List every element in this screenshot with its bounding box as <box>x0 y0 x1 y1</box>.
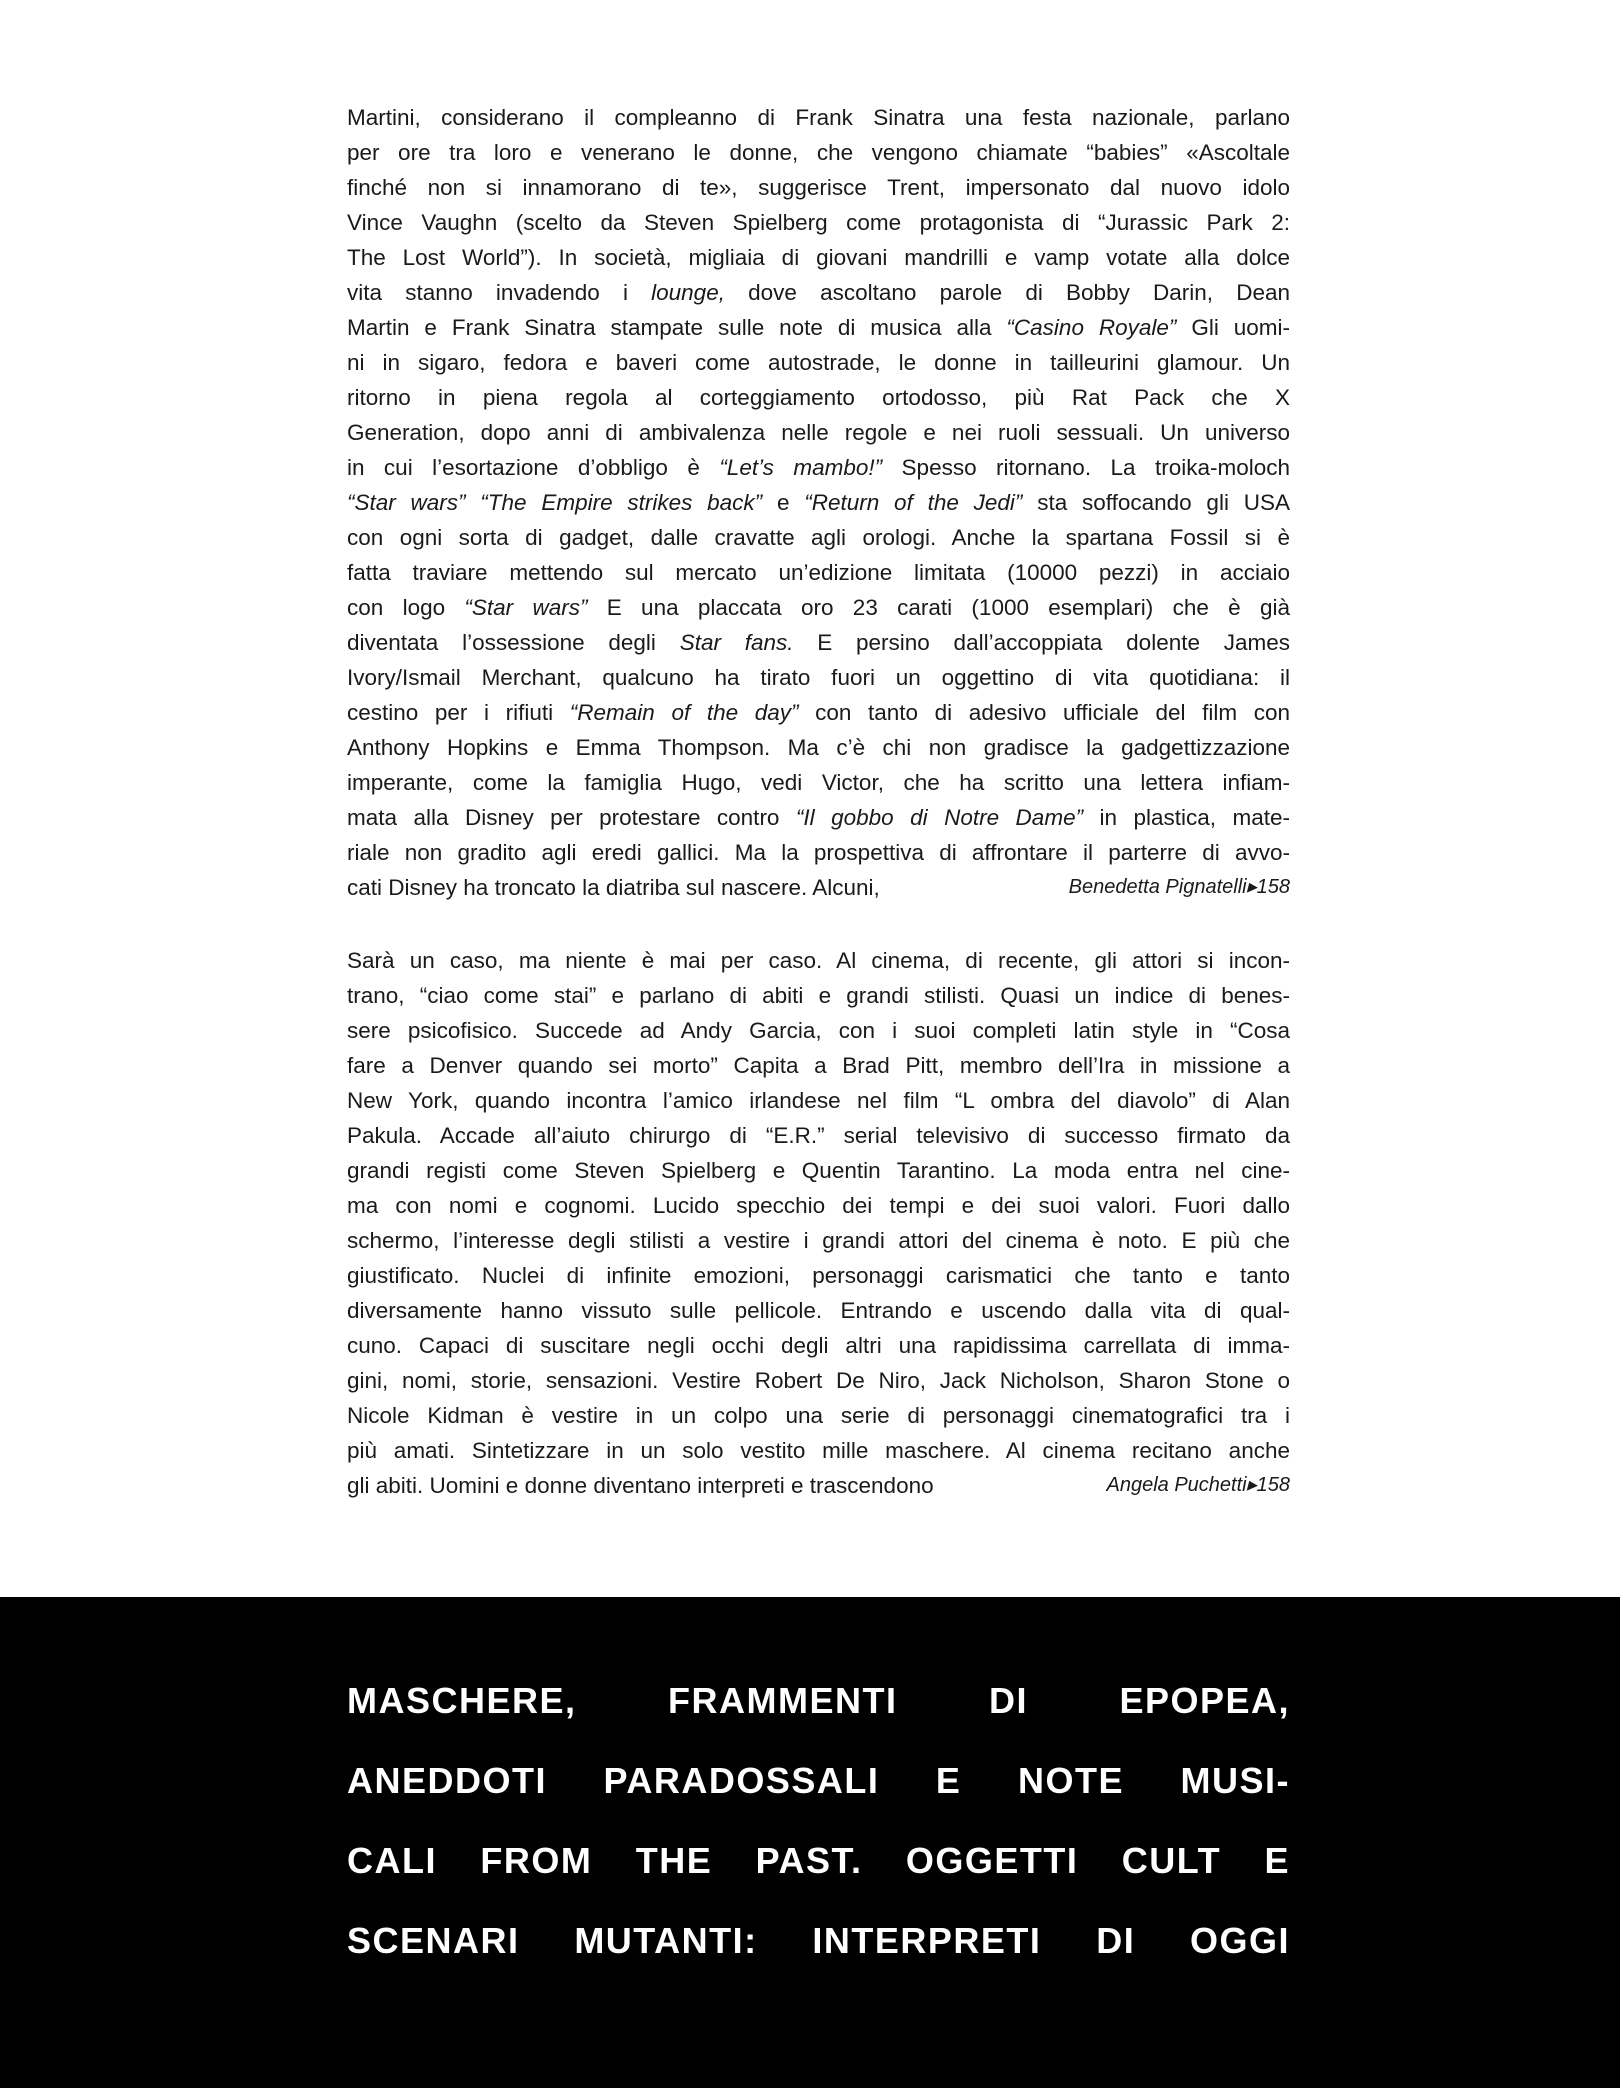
text-segment: per ore tra loro e venerano le donne, che vengono chiamate “babies” «Ascoltale <box>347 140 1290 165</box>
text-segment: dove ascoltano parole di Bobby Darin, Dean <box>724 280 1290 305</box>
text-segment: Spesso ritornano. La troika-moloch <box>882 455 1290 480</box>
text-segment: cuno. Capaci di suscitare negli occhi degli altri una rapidissima carrellata di imma- <box>347 1333 1290 1358</box>
text-line <box>347 978 1290 1013</box>
text-segment: New York, quando incontra l’amico irlandese nel film “L ombra del diavolo” di Alan <box>347 1088 1290 1113</box>
text-segment: Martini, considerano il compleanno di Frank Sinatra una festa nazionale, parlano <box>347 105 1290 130</box>
text-segment: trano, “ciao come stai” e parlano di abiti e grandi stilisti. Quasi un indice di benes- <box>347 983 1290 1008</box>
text-line <box>347 170 1290 205</box>
text-line <box>347 1223 1290 1258</box>
text-segment: vita stanno invadendo i <box>347 280 652 305</box>
text-line <box>347 135 1290 170</box>
text-segment: E una placcata oro 23 carati (1000 esemplari) che è già <box>587 595 1290 620</box>
text-line <box>347 520 1290 555</box>
text-segment: grandi registi come Steven Spielberg e Quentin Tarantino. La moda entra nel cine- <box>347 1158 1290 1183</box>
italic-title: “Remain of the day” <box>569 700 799 725</box>
text-line <box>347 1398 1290 1433</box>
text-line <box>347 1293 1290 1328</box>
text-segment: E persino dall’accoppiata dolente James <box>793 630 1291 655</box>
text-segment: cati Disney ha troncato la diatriba sul nascere. Alcuni, <box>347 875 880 900</box>
text-segment: con logo <box>347 595 465 620</box>
headline-line: CALI FROM THE PAST. OGGETTI CULT E <box>347 1840 1290 1881</box>
text-segment: The Lost World”). In società, migliaia di giovani mandrilli e vamp votate alla dolce <box>347 245 1290 270</box>
text-line <box>347 380 1290 415</box>
text-segment: in plastica, mate- <box>1083 805 1291 830</box>
text-segment: Sarà un caso, ma niente è mai per caso. Al cinema, di recente, gli attori si incon- <box>347 948 1290 973</box>
text-segment: diversamente hanno vissuto sulle pellicole. Entrando e uscendo dalla vita di qual- <box>347 1298 1290 1323</box>
text-segment: con ogni sorta di gadget, dalle cravatte agli orologi. Anche la spartana Fossil si è <box>347 525 1290 550</box>
article-paragraph-1 <box>347 100 1290 905</box>
text-line <box>347 485 1290 520</box>
text-line <box>347 100 1290 135</box>
text-line <box>347 1013 1290 1048</box>
italic-title: Star fans. <box>679 630 794 655</box>
text-line <box>347 1188 1290 1223</box>
text-segment: ni in sigaro, fedora e baveri come autostrade, le donne in tailleurini glamour. Un <box>347 350 1290 375</box>
text-line <box>347 1433 1290 1468</box>
headline <box>347 1661 1290 1981</box>
text-segment: sta soffocando gli USA <box>1022 490 1290 515</box>
text-line <box>347 1048 1290 1083</box>
text-segment: Vince Vaughn (scelto da Steven Spielberg come protagonista di “Jurassic Park 2: <box>347 210 1290 235</box>
text-segment: con tanto di adesivo ufficiale del film con <box>798 700 1291 725</box>
headline-line: ANEDDOTI PARADOSSALI E NOTE MUSI- <box>347 1760 1290 1801</box>
text-segment: Ivory/Ismail Merchant, qualcuno ha tirato fuori un oggettino di vita quotidiana: il <box>347 665 1290 690</box>
author-signature: Benedetta Pignatelli▸158 <box>1068 876 1290 898</box>
text-line <box>347 240 1290 275</box>
text-line <box>347 555 1290 590</box>
text-line <box>347 205 1290 240</box>
text-segment: ritorno in piena regola al corteggiamento ortodosso, più Rat Pack che X <box>347 385 1290 410</box>
text-line <box>347 450 1290 485</box>
text-segment: gli abiti. Uomini e donne diventano interpreti e trascendono <box>347 1473 934 1498</box>
text-line <box>347 695 1290 730</box>
italic-title: “Il gobbo di Notre Dame” <box>795 805 1084 830</box>
text-line <box>347 835 1290 870</box>
headline-line: SCENARI MUTANTI: INTERPRETI DI OGGI <box>347 1920 1290 1961</box>
text-line <box>347 660 1290 695</box>
text-line <box>347 1083 1290 1118</box>
italic-title: “Star wars” “The Empire strikes back” <box>347 490 763 515</box>
text-segment: in cui l’esortazione d’obbligo è <box>347 455 720 480</box>
text-segment: fare a Denver quando sei morto” Capita a Brad Pitt, membro dell’Ira in missione a <box>347 1053 1290 1078</box>
text-line <box>347 730 1290 765</box>
text-line <box>347 345 1290 380</box>
text-segment: gini, nomi, storie, sensazioni. Vestire Robert De Niro, Jack Nicholson, Sharon Stone o <box>347 1368 1290 1393</box>
text-line <box>347 1258 1290 1293</box>
text-segment: fatta traviare mettendo sul mercato un’edizione limitata (10000 pezzi) in acciaio <box>347 560 1290 585</box>
text-line <box>347 415 1290 450</box>
text-segment: mata alla Disney per protestare contro <box>347 805 796 830</box>
text-segment: Martin e Frank Sinatra stampate sulle note di musica alla <box>347 315 1007 340</box>
text-segment: imperante, come la famiglia Hugo, vedi Victor, che ha scritto una lettera infiam- <box>347 770 1290 795</box>
text-line <box>347 765 1290 800</box>
text-line <box>347 590 1290 625</box>
text-segment: diventata l’ossessione degli <box>347 630 680 655</box>
text-line <box>347 1118 1290 1153</box>
text-line <box>347 1328 1290 1363</box>
text-line <box>347 1153 1290 1188</box>
text-line <box>347 1468 1290 1503</box>
article-paragraph-2 <box>347 943 1290 1503</box>
text-segment: ma con nomi e cognomi. Lucido specchio dei tempi e dei suoi valori. Fuori dallo <box>347 1193 1290 1218</box>
author-signature: Angela Puchetti▸158 <box>1106 1474 1290 1496</box>
italic-title: “Return of the Jedi” <box>804 490 1023 515</box>
italic-title: “Let’s mambo!” <box>719 455 883 480</box>
text-segment: Anthony Hopkins e Emma Thompson. Ma c’è chi non gradisce la gadgettizzazione <box>347 735 1290 760</box>
text-segment: schermo, l’interesse degli stilisti a vestire i grandi attori del cinema è noto. E più che <box>347 1228 1290 1253</box>
text-line <box>347 310 1290 345</box>
text-segment: e <box>762 490 805 515</box>
text-segment: finché non si innamorano di te», suggerisce Trent, impersonato dal nuovo idolo <box>347 175 1290 200</box>
text-line <box>347 275 1290 310</box>
text-line <box>347 1363 1290 1398</box>
text-segment: riale non gradito agli eredi gallici. Ma la prospettiva di affrontare il parterre di avvo- <box>347 840 1290 865</box>
text-line <box>347 870 1290 905</box>
text-segment: Generation, dopo anni di ambivalenza nelle regole e nei ruoli sessuali. Un universo <box>347 420 1290 445</box>
text-segment: più amati. Sintetizzare in un solo vestito mille maschere. Al cinema recitano anche <box>347 1438 1290 1463</box>
text-line <box>347 800 1290 835</box>
text-line <box>347 943 1290 978</box>
headline-line: MASCHERE, FRAMMENTI DI EPOPEA, <box>347 1680 1290 1721</box>
text-line <box>347 625 1290 660</box>
text-segment: sere psicofisico. Succede ad Andy Garcia, con i suoi completi latin style in “Cosa <box>347 1018 1290 1043</box>
text-segment: Pakula. Accade all’aiuto chirurgo di “E.R.” serial televisivo di successo firmato da <box>347 1123 1290 1148</box>
text-segment: cestino per i rifiuti <box>347 700 570 725</box>
text-segment: giustificato. Nuclei di infinite emozioni, personaggi carismatici che tanto e tanto <box>347 1263 1290 1288</box>
italic-title: lounge, <box>651 280 725 305</box>
italic-title: “Casino Royale” <box>1006 315 1177 340</box>
italic-title: “Star wars” <box>464 595 588 620</box>
text-segment: Nicole Kidman è vestire in un colpo una serie di personaggi cinematografici tra i <box>347 1403 1290 1428</box>
text-segment: Gli uomi- <box>1176 315 1291 340</box>
